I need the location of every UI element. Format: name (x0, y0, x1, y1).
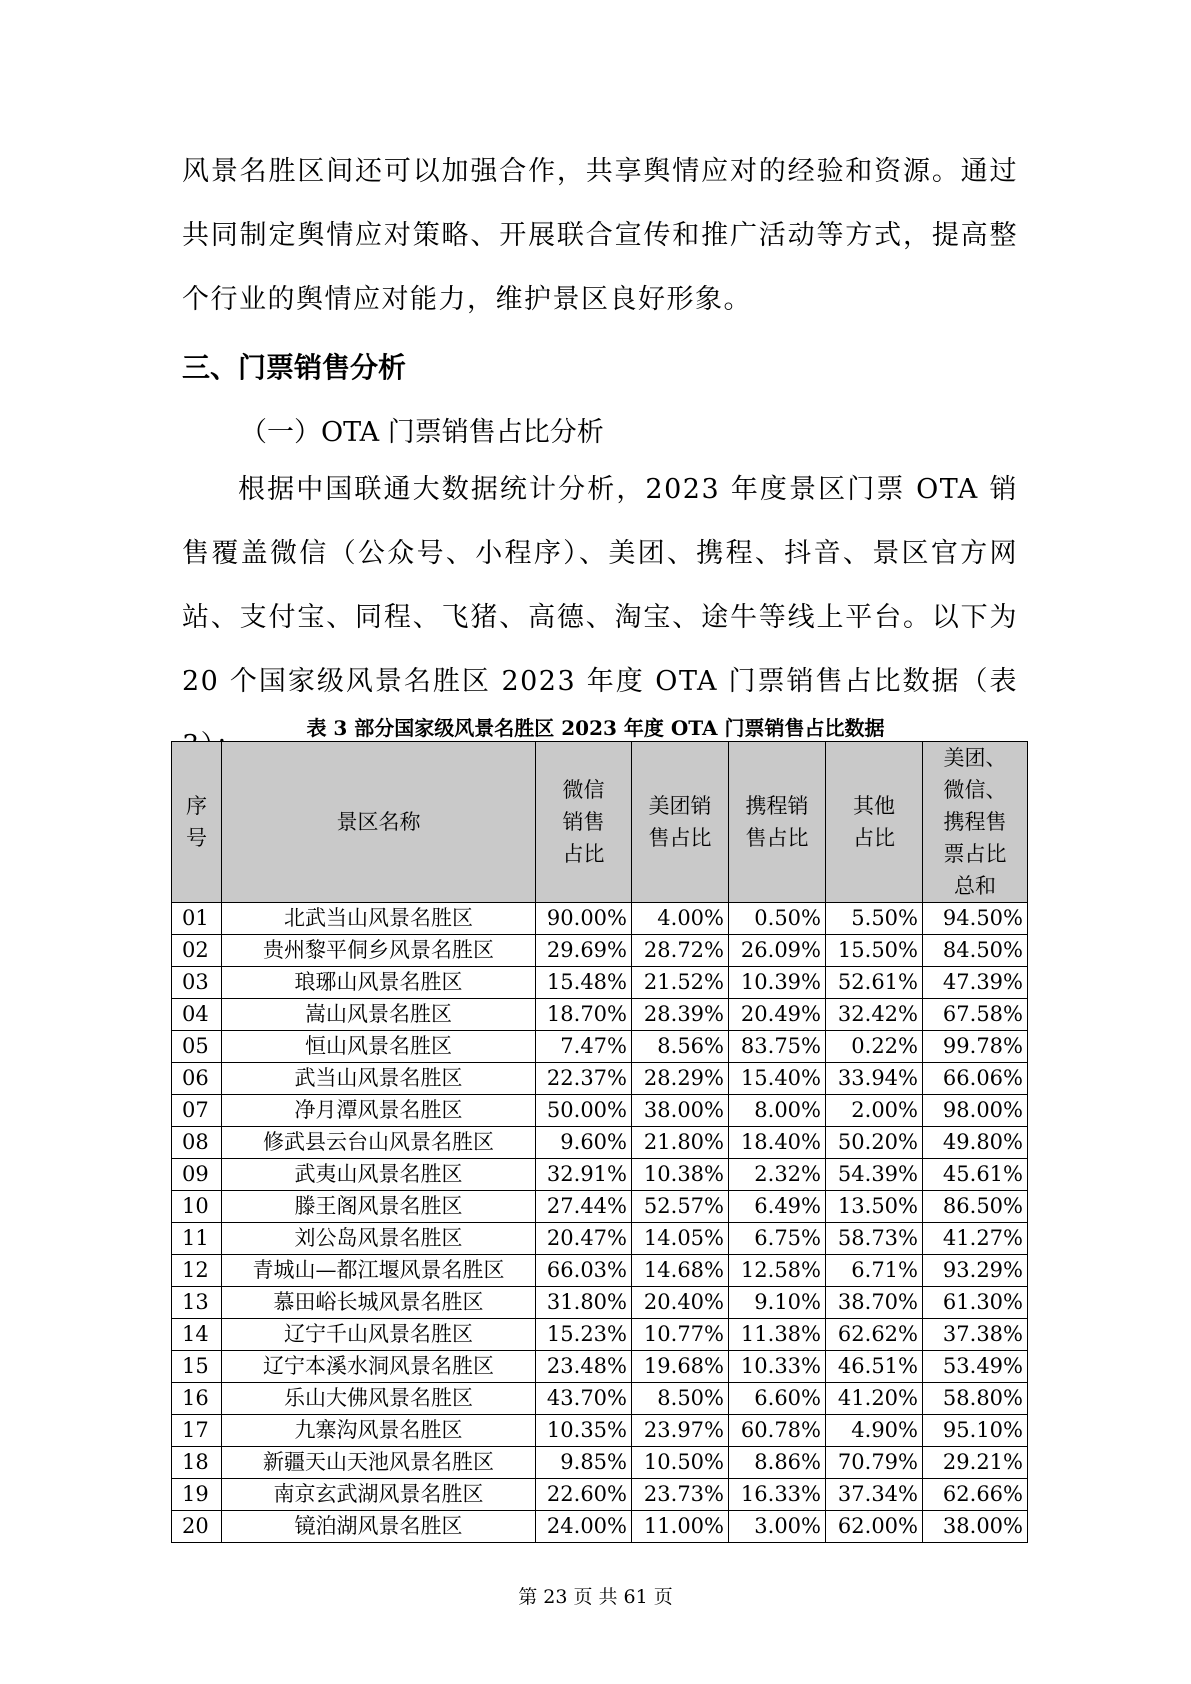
meituan-share-cell: 4.00% (632, 903, 729, 935)
row-index-cell: 17 (172, 1415, 222, 1447)
wechat-share-cell: 10.35% (536, 1415, 632, 1447)
wechat-share-cell: 27.44% (536, 1191, 632, 1223)
meituan-share-cell: 8.50% (632, 1383, 729, 1415)
body-paragraph: 根据中国联通大数据统计分析，2023 年度景区门票 OTA 销售覆盖微信（公众号、小程序）、美团、携程、抖音、景区官方网站、支付宝、同程、飞猪、高德、淘宝、途牛等线上平台。以下为 20 个国家级风景名胜区 2023 年度 OTA 门票销售占比数据（表 (182, 474, 1018, 697)
meituan-share-cell: 11.00% (632, 1511, 729, 1543)
total-share-cell: 94.50% (923, 903, 1028, 935)
wechat-share-cell: 90.00% (536, 903, 632, 935)
header-index: 序号 (172, 742, 222, 903)
meituan-share-cell: 28.72% (632, 935, 729, 967)
ctrip-share-cell: 10.33% (729, 1351, 826, 1383)
other-share-cell: 15.50% (826, 935, 923, 967)
scenic-name-cell: 新疆天山天池风景名胜区 (222, 1447, 536, 1479)
other-share-cell: 4.90% (826, 1415, 923, 1447)
row-index-cell: 07 (172, 1095, 222, 1127)
ctrip-share-cell: 11.38% (729, 1319, 826, 1351)
total-share-cell: 53.49% (923, 1351, 1028, 1383)
other-share-cell: 50.20% (826, 1127, 923, 1159)
meituan-share-cell: 10.77% (632, 1319, 729, 1351)
total-share-cell: 84.50% (923, 935, 1028, 967)
meituan-share-cell: 14.68% (632, 1255, 729, 1287)
row-index-cell: 10 (172, 1191, 222, 1223)
total-share-cell: 93.29% (923, 1255, 1028, 1287)
header-scenic-name: 景区名称 (222, 742, 536, 903)
wechat-share-cell: 66.03% (536, 1255, 632, 1287)
scenic-name-cell: 辽宁千山风景名胜区 (222, 1319, 536, 1351)
row-index-cell: 01 (172, 903, 222, 935)
total-share-cell: 38.00% (923, 1511, 1028, 1543)
table-row (172, 999, 1028, 1031)
total-share-cell: 67.58% (923, 999, 1028, 1031)
table-row (172, 1415, 1028, 1447)
scenic-name-cell: 嵩山风景名胜区 (222, 999, 536, 1031)
ctrip-share-cell: 2.32% (729, 1159, 826, 1191)
other-share-cell: 13.50% (826, 1191, 923, 1223)
row-index-cell: 13 (172, 1287, 222, 1319)
other-share-cell: 6.71% (826, 1255, 923, 1287)
wechat-share-cell: 31.80% (536, 1287, 632, 1319)
section-heading: 三、门票销售分析 (182, 351, 407, 384)
scenic-name-cell: 辽宁本溪水洞风景名胜区 (222, 1351, 536, 1383)
ctrip-share-cell: 3.00% (729, 1511, 826, 1543)
ctrip-share-cell: 12.58% (729, 1255, 826, 1287)
table-row (172, 1511, 1028, 1543)
table-row (172, 903, 1028, 935)
wechat-share-cell: 9.85% (536, 1447, 632, 1479)
page-footer: 第 23 页 共 61 页 (518, 1586, 673, 1608)
wechat-share-cell: 43.70% (536, 1383, 632, 1415)
table-row (172, 1383, 1028, 1415)
other-share-cell: 54.39% (826, 1159, 923, 1191)
scenic-name-cell: 滕王阁风景名胜区 (222, 1191, 536, 1223)
total-share-cell: 49.80% (923, 1127, 1028, 1159)
row-index-cell: 19 (172, 1479, 222, 1511)
header-other-share: 其他占比 (826, 742, 923, 903)
wechat-share-cell: 23.48% (536, 1351, 632, 1383)
table-row (172, 1223, 1028, 1255)
wechat-share-cell: 18.70% (536, 999, 632, 1031)
scenic-name-cell: 九寨沟风景名胜区 (222, 1415, 536, 1447)
row-index-cell: 14 (172, 1319, 222, 1351)
wechat-share-cell: 32.91% (536, 1159, 632, 1191)
meituan-share-cell: 23.97% (632, 1415, 729, 1447)
ctrip-share-cell: 6.49% (729, 1191, 826, 1223)
ctrip-share-cell: 15.40% (729, 1063, 826, 1095)
header-total-share: 美团、微信、携程售票占比总和 (923, 742, 1028, 903)
table-header-row (172, 742, 1028, 903)
table-row (172, 1255, 1028, 1287)
ctrip-share-cell: 10.39% (729, 967, 826, 999)
other-share-cell: 33.94% (826, 1063, 923, 1095)
wechat-share-cell: 20.47% (536, 1223, 632, 1255)
total-share-cell: 62.66% (923, 1479, 1028, 1511)
other-share-cell: 5.50% (826, 903, 923, 935)
meituan-share-cell: 21.52% (632, 967, 729, 999)
other-share-cell: 0.22% (826, 1031, 923, 1063)
total-share-cell: 66.06% (923, 1063, 1028, 1095)
meituan-share-cell: 8.56% (632, 1031, 729, 1063)
scenic-name-cell: 镜泊湖风景名胜区 (222, 1511, 536, 1543)
other-share-cell: 46.51% (826, 1351, 923, 1383)
table-row (172, 1095, 1028, 1127)
meituan-share-cell: 52.57% (632, 1191, 729, 1223)
meituan-share-cell: 21.80% (632, 1127, 729, 1159)
total-share-cell: 98.00% (923, 1095, 1028, 1127)
table-row (172, 935, 1028, 967)
ctrip-share-cell: 6.60% (729, 1383, 826, 1415)
ctrip-share-cell: 9.10% (729, 1287, 826, 1319)
total-share-cell: 29.21% (923, 1447, 1028, 1479)
scenic-name-cell: 修武县云台山风景名胜区 (222, 1127, 536, 1159)
wechat-share-cell: 24.00% (536, 1511, 632, 1543)
row-index-cell: 02 (172, 935, 222, 967)
header-meituan-share: 美团销售占比 (632, 742, 729, 903)
meituan-share-cell: 10.38% (632, 1159, 729, 1191)
scenic-name-cell: 慕田峪长城风景名胜区 (222, 1287, 536, 1319)
meituan-share-cell: 14.05% (632, 1223, 729, 1255)
other-share-cell: 41.20% (826, 1383, 923, 1415)
table-row (172, 1351, 1028, 1383)
table-row (172, 1191, 1028, 1223)
wechat-share-cell: 22.60% (536, 1479, 632, 1511)
ctrip-share-cell: 8.86% (729, 1447, 826, 1479)
ota-sales-table (171, 741, 1028, 1543)
scenic-name-cell: 乐山大佛风景名胜区 (222, 1383, 536, 1415)
wechat-share-cell: 9.60% (536, 1127, 632, 1159)
ctrip-share-cell: 0.50% (729, 903, 826, 935)
scenic-name-cell: 恒山风景名胜区 (222, 1031, 536, 1063)
total-share-cell: 45.61% (923, 1159, 1028, 1191)
scenic-name-cell: 刘公岛风景名胜区 (222, 1223, 536, 1255)
meituan-share-cell: 19.68% (632, 1351, 729, 1383)
scenic-name-cell: 武夷山风景名胜区 (222, 1159, 536, 1191)
meituan-share-cell: 23.73% (632, 1479, 729, 1511)
total-share-cell: 86.50% (923, 1191, 1028, 1223)
header-ctrip-share: 携程销售占比 (729, 742, 826, 903)
row-index-cell: 09 (172, 1159, 222, 1191)
other-share-cell: 2.00% (826, 1095, 923, 1127)
other-share-cell: 32.42% (826, 999, 923, 1031)
row-index-cell: 05 (172, 1031, 222, 1063)
table-row (172, 1127, 1028, 1159)
total-share-cell: 37.38% (923, 1319, 1028, 1351)
wechat-share-cell: 50.00% (536, 1095, 632, 1127)
scenic-name-cell: 净月潭风景名胜区 (222, 1095, 536, 1127)
other-share-cell: 62.00% (826, 1511, 923, 1543)
other-share-cell: 58.73% (826, 1223, 923, 1255)
ctrip-share-cell: 8.00% (729, 1095, 826, 1127)
other-share-cell: 37.34% (826, 1479, 923, 1511)
total-share-cell: 41.27% (923, 1223, 1028, 1255)
total-share-cell: 95.10% (923, 1415, 1028, 1447)
row-index-cell: 20 (172, 1511, 222, 1543)
row-index-cell: 11 (172, 1223, 222, 1255)
wechat-share-cell: 29.69% (536, 935, 632, 967)
table-row (172, 967, 1028, 999)
scenic-name-cell: 北武当山风景名胜区 (222, 903, 536, 935)
wechat-share-cell: 15.23% (536, 1319, 632, 1351)
other-share-cell: 38.70% (826, 1287, 923, 1319)
meituan-share-cell: 38.00% (632, 1095, 729, 1127)
table-row (172, 1479, 1028, 1511)
meituan-share-cell: 20.40% (632, 1287, 729, 1319)
row-index-cell: 08 (172, 1127, 222, 1159)
wechat-share-cell: 15.48% (536, 967, 632, 999)
meituan-share-cell: 28.39% (632, 999, 729, 1031)
ctrip-share-cell: 26.09% (729, 935, 826, 967)
table-row (172, 1063, 1028, 1095)
ctrip-share-cell: 20.49% (729, 999, 826, 1031)
row-index-cell: 18 (172, 1447, 222, 1479)
other-share-cell: 62.62% (826, 1319, 923, 1351)
row-index-cell: 06 (172, 1063, 222, 1095)
header-wechat-share: 微信销售占比 (536, 742, 632, 903)
table-row (172, 1447, 1028, 1479)
ctrip-share-cell: 60.78% (729, 1415, 826, 1447)
scenic-name-cell: 琅琊山风景名胜区 (222, 967, 536, 999)
table-caption: 表 3 部分国家级风景名胜区 2023 年度 OTA 门票销售占比数据 (306, 716, 885, 740)
scenic-name-cell: 青城山—都江堰风景名胜区 (222, 1255, 536, 1287)
ctrip-share-cell: 83.75% (729, 1031, 826, 1063)
row-index-cell: 04 (172, 999, 222, 1031)
table-row (172, 1287, 1028, 1319)
scenic-name-cell: 南京玄武湖风景名胜区 (222, 1479, 536, 1511)
table-row (172, 1031, 1028, 1063)
intro-paragraph: 风景名胜区间还可以加强合作，共享舆情应对的经验和资源。通过共同制定舆情应对策略、开展联合宣传和推广活动等方式，提高整个行业的舆情应对能力，维护景区良好形象。 (182, 156, 1018, 315)
scenic-name-cell: 武当山风景名胜区 (222, 1063, 536, 1095)
wechat-share-cell: 22.37% (536, 1063, 632, 1095)
total-share-cell: 99.78% (923, 1031, 1028, 1063)
table-row (172, 1319, 1028, 1351)
total-share-cell: 47.39% (923, 967, 1028, 999)
ctrip-share-cell: 18.40% (729, 1127, 826, 1159)
row-index-cell: 03 (172, 967, 222, 999)
ctrip-share-cell: 16.33% (729, 1479, 826, 1511)
row-index-cell: 12 (172, 1255, 222, 1287)
wechat-share-cell: 7.47% (536, 1031, 632, 1063)
other-share-cell: 52.61% (826, 967, 923, 999)
ctrip-share-cell: 6.75% (729, 1223, 826, 1255)
row-index-cell: 16 (172, 1383, 222, 1415)
row-index-cell: 15 (172, 1351, 222, 1383)
meituan-share-cell: 10.50% (632, 1447, 729, 1479)
table-row (172, 1159, 1028, 1191)
meituan-share-cell: 28.29% (632, 1063, 729, 1095)
subsection-heading: （一）OTA 门票销售占比分析 (240, 417, 604, 448)
total-share-cell: 61.30% (923, 1287, 1028, 1319)
scenic-name-cell: 贵州黎平侗乡风景名胜区 (222, 935, 536, 967)
other-share-cell: 70.79% (826, 1447, 923, 1479)
total-share-cell: 58.80% (923, 1383, 1028, 1415)
